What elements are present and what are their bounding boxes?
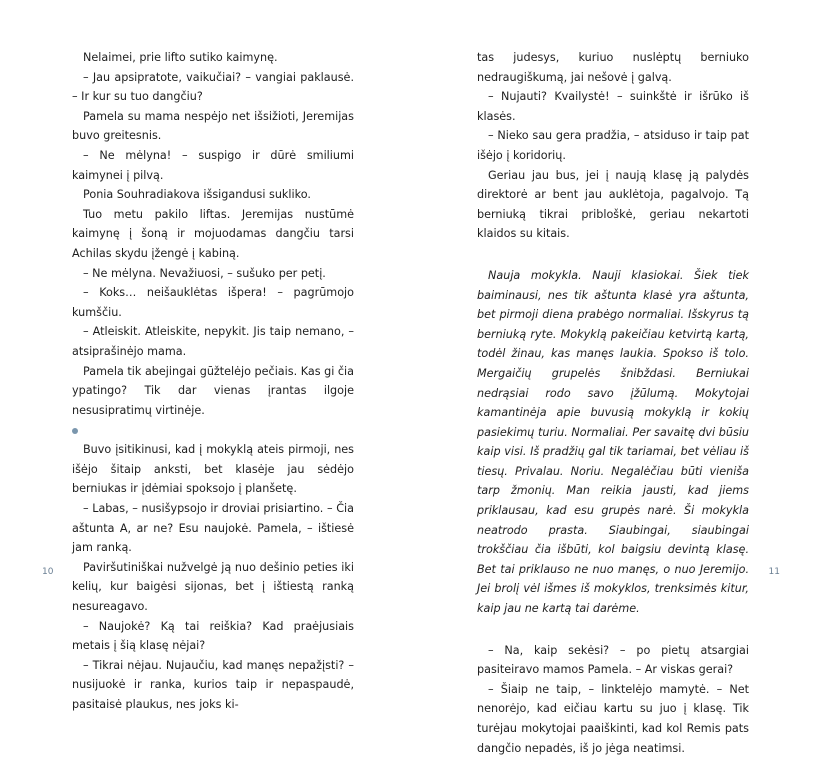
paragraph: Geriau jau bus, jei į naują klasę ją palydės direktorė ar bent jau auklėtoja, pagalvojo. Tą berniuką tikrai pribloškė, geriau nekartoti klaidos su kitais.: [477, 168, 749, 241]
paragraph: Paviršutiniškai nužvelgė ją nuo dešinio peties iki kelių, kur baigėsi sijonas, bet į ištiestą ranką nesureagavo.: [72, 560, 354, 614]
page-number: 10: [42, 567, 54, 577]
paragraph: Buvo įsitikinusi, kad į mokyklą ateis pirmoji, nes išėjo šitaip anksti, bet klasėje jau sėdėjo berniukas ir įdėmiai spoksojo į planšetę.: [72, 443, 354, 496]
italic-paragraph: Nauja mokykla. Nauji klasiokai. Šiek tiek baiminausi, nes tik aštunta klasė yra aštunta, bet pirmoji diena prabėgo normaliai. Išskyrus tą berniuką ryte. Mokyklą pakeičiau ketvirtą kartą, todėl žinau, kas manęs laukia. Spokso iš tolo. Mergaičių grupelės šnibždasi. Berniukai nedrąsiai rodo savo įžūlumą. Mokytojai kamantinėja apie buvusią mokyklą ir kokių pasiekimų turiu. Normaliai. Per savaitę dvi būsiu kaip visi. Iš pradžių gal tik tariamai, bet vėliau iš tiesų. Privalau. Noriu. Negalėčiau būti vieniša tarp žmonių. Man reikia jausti, kad jiems priklausau, kad esu grupės narė. Ši mokykla neatrodo prasta. Siaubingai, siaubingai trokščiau čia išbūti, kol baigsiu devintą klasę. Bet tai priklauso ne nuo manęs, o nuo Jeremijo. Jei brolį vėl išmes iš mokyklos, trenksimės kitur, kaip jau ne kartą tai darėme.: [477, 268, 749, 616]
paragraph: – Naujokė? Ką tai reiškia? Kad praėjusiais metais į šią klasę nėjai?: [72, 619, 354, 653]
paragraph: – Nujauti? Kvailystė! – suinkštė ir išrūko iš klasės.: [477, 90, 749, 123]
right-page: [411, 0, 822, 755]
spacer: [477, 619, 749, 641]
paragraph: – Tikrai nėjau. Nujaučiu, kad manęs nepažįsti? – nusijuokė ir ranka, kurios taip ir nepaspaudė, pasitaisė plaukus, nes joks ki-: [72, 658, 354, 711]
section-break-dot: [72, 428, 78, 434]
paragraph: Nelaimei, prie lifto sutiko kaimynę.: [83, 51, 278, 64]
paragraph: – Nieko sau gera pradžia, – atsiduso ir taip pat išėjo į koridorių.: [477, 129, 749, 162]
paragraph: Pamela su mama nespėjo net išsižioti, Jeremijas buvo greitesnis.: [72, 109, 354, 143]
paragraph: tas judesys, kuriuo nuslėptų berniuko nedraugiškumą, jai nešovė į galvą.: [477, 51, 749, 84]
right-text-column: [477, 48, 749, 758]
paragraph: – Atleiskit. Atleiskite, nepykit. Jis taip nemano, – atsiprašinėjo mama.: [72, 325, 354, 358]
paragraph: – Na, kaip sekėsi? – po pietų atsargiai pasiteiravo mamos Pamela. – Ar viskas gerai?: [477, 643, 749, 677]
paragraph: – Labas, – nusišypsojo ir droviai prisiartino. – Čia aštunta A, ar ne? Esu naujokė. Pamela, – ištiesė jam ranką.: [72, 502, 354, 555]
paragraph: – Koks… neišauklėtas išpera! – pagrūmojo kumščiu.: [72, 286, 354, 319]
paragraph: – Jau apsipratote, vaikučiai? – vangiai paklausė. – Ir kur su tuo dangčiu?: [72, 70, 354, 104]
paragraph: – Šiaip ne taip, – linktelėjo mamytė. – Net nenorėjo, kad eičiau kartu su juo į klasę. Tik turėjau mokytojai paaiškinti, kad kol Remis pats dangčio nepadės, iš jo jėga neatimsi.: [477, 682, 749, 755]
paragraph: Tuo metu pakilo liftas. Jeremijas nustūmė kaimynę į šoną ir mojuodamas dangčiu tarsi Achilas skydu įžengė į kabiną.: [72, 207, 354, 260]
diary-entry: [477, 266, 749, 619]
left-text-column: [72, 48, 354, 715]
paragraph: Ponia Souhradiakova išsigandusi sukliko.: [83, 188, 311, 202]
spacer: [477, 244, 749, 266]
paragraph: Pamela tik abejingai gūžtelėjo pečiais. Kas gi čia ypatingo? Tik dar vienas įrantas ilgoje nesusipratimų virtinėje.: [72, 364, 354, 417]
page-number: 11: [768, 567, 780, 577]
paragraph: – Ne mėlyna! – suspigo ir dūrė smiliumi kaimynei į pilvą.: [72, 148, 354, 182]
left-page: [0, 0, 411, 711]
paragraph: – Ne mėlyna. Nevažiuosi, – sušuko per petį.: [83, 266, 326, 280]
